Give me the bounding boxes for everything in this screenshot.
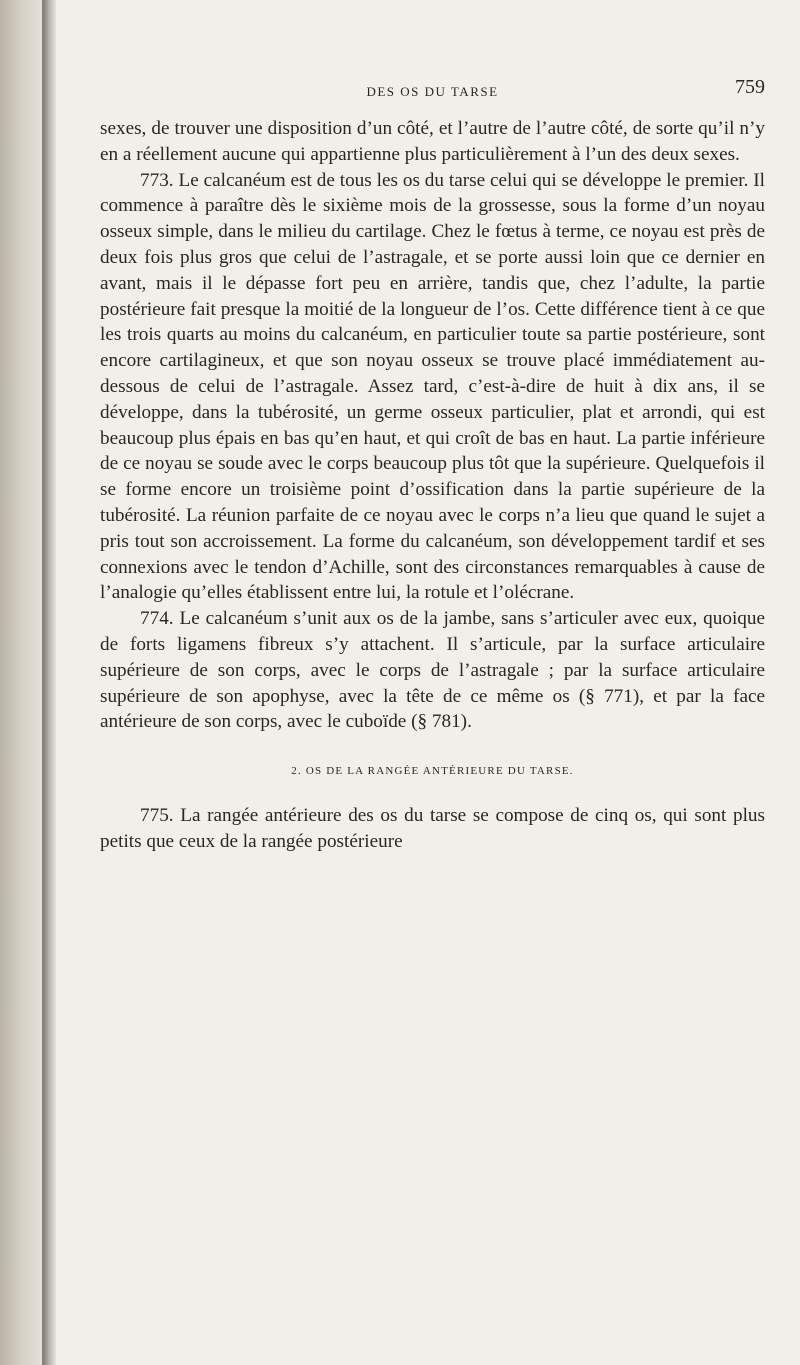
section-heading: 2. OS DE LA RANGÉE ANTÉRIEURE DU TARSE. xyxy=(291,765,574,778)
paragraph-continuation: sexes, de trouver une disposition d’un côté, et l’autre de l’autre côté, de sorte qu’il n’y en a réellement aucune qui appartienne plus particulièrement à l’un des deux sexes. xyxy=(100,118,765,165)
running-head: DES OS DU TARSE xyxy=(366,84,499,99)
book-page xyxy=(100,76,765,855)
paragraph-773: 773. Le calcanéum est de tous les os du tarse celui qui se développe le premier. Il commence à paraître dès le sixième mois de la grossesse, sous la forme d’un noyau osseux simple, dans le milieu du cartilage. Chez le fœtus à terme, ce noyau est près de deux fois plus gros que celui de l’astragale, et se porte aussi loin que ce dernier en avant, mais il le dépasse fort peu en arrière, tandis que, chez l’adulte, la partie postérieure fait presque la moitié de la longueur de l’os. Cette différence tient à ce que les trois quarts au moins du calcanéum, en particulier toute sa partie postérieure, sont encore cartilagineux, et que son noyau osseux se trouve placé immédiatement au-dessous de celui de l’astragale. Assez tard, c’est-à-dire de huit à dix ans, il se développe, dans la tubérosité, un germe osseux particulier, plat et arrondi, qui est beaucoup plus épais en bas qu’en haut, et qui croît de bas en haut. La partie inférieure de ce noyau se soude avec le corps beaucoup plus tôt que la supérieure. Quelquefois il se forme encore un troisième point d’ossification dans la partie supérieure de la tubérosité. La réunion parfaite de ce noyau avec le corps n’a lieu que quand le sujet a pris tout son accroissement. La forme du calcanéum, son développement tardif et ses connexions avec le tendon d’Achille, sont des circonstances remarquables à cause de l’analogie qu’elles établissent entre lui, la rotule et l’olécrane. xyxy=(100,169,765,604)
book-gutter xyxy=(0,0,48,1365)
page-header xyxy=(100,76,765,116)
paragraph-775: 775. La rangée antérieure des os du tarse se compose de cinq os, qui sont plus petits que ceux de la rangée postérieure xyxy=(100,805,765,852)
gutter-shadow xyxy=(42,0,56,1365)
page-number: 759 xyxy=(735,76,765,98)
paragraph-774: 774. Le calcanéum s’unit aux os de la jambe, sans s’articuler avec eux, quoique de forts ligamens fibreux s’y attachent. Il s’articule, par la surface articulaire supérieure de son corps, avec le corps de l’astragale ; par la surface articulaire supérieure de son apophyse, avec la tête de ce même os (§ 771), et par la face antérieure de son corps, avec le cuboïde (§ 781). xyxy=(100,608,765,733)
